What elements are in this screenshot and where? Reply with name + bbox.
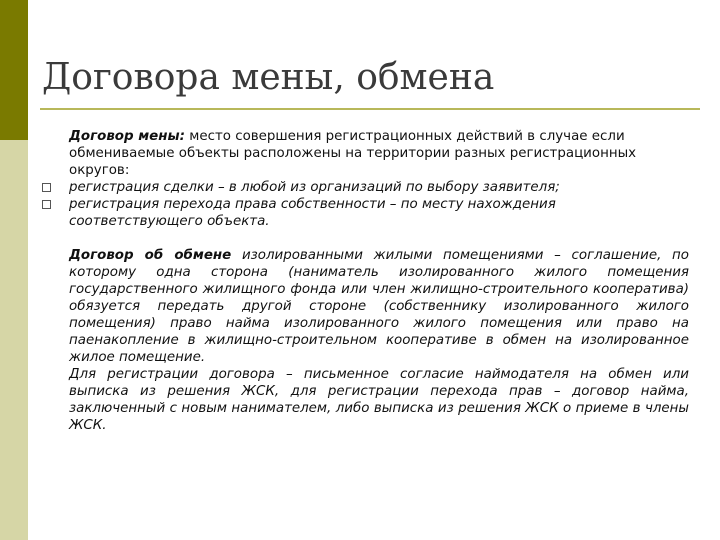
exchange-term: Договор об обмене bbox=[69, 248, 232, 263]
sidebar-accent-dark bbox=[0, 0, 28, 140]
sidebar-accent bbox=[0, 0, 28, 540]
exchange-text: изолированными жилыми помещениями – соглашение, по которому одна сторона (наниматель изолированного жилого помещения государственного жилищного фонда или член жилищно-строительного кооператива) обязуется передать другой стороне (собственнику изолированного жилого помещения) право найма изолированного жилого помещения или право на паенакопление в жилищно-строительном кооперативе в обмен на изолированное жилое помещение. bbox=[69, 248, 689, 365]
registration-paragraph: Для регистрации договора – письменное согласие наймодателя на обмен или выписка из решения ЖСК, для регистрации перехода прав – договор найма, заключенный с новым нанимателем, либо выписка из решения ЖСК о приеме в члены ЖСК. bbox=[69, 367, 689, 433]
slide-title: Договора мены, обмена bbox=[42, 57, 495, 98]
spacer bbox=[69, 230, 689, 247]
bullet-item-transfer bbox=[69, 196, 689, 230]
intro-term: Договор мены: bbox=[69, 129, 185, 144]
bullet-text: регистрация сделки – в любой из организаций по выбору заявителя; bbox=[69, 180, 560, 195]
title-underline bbox=[40, 108, 700, 110]
slide-body bbox=[69, 128, 689, 434]
bullet-text: регистрация перехода права собственности – по месту нахождения соответствующего объекта. bbox=[69, 197, 556, 229]
intro-text: место совершения регистрационных действий в случае если обмениваемые объекты расположены на территории разных регистрационных округов: bbox=[69, 129, 637, 178]
exchange-paragraph bbox=[69, 247, 689, 366]
bullet-item-deal bbox=[69, 179, 689, 196]
square-bullet-icon bbox=[42, 200, 51, 209]
sidebar-accent-light bbox=[0, 140, 28, 540]
intro-paragraph bbox=[69, 128, 689, 179]
square-bullet-icon bbox=[42, 183, 51, 192]
